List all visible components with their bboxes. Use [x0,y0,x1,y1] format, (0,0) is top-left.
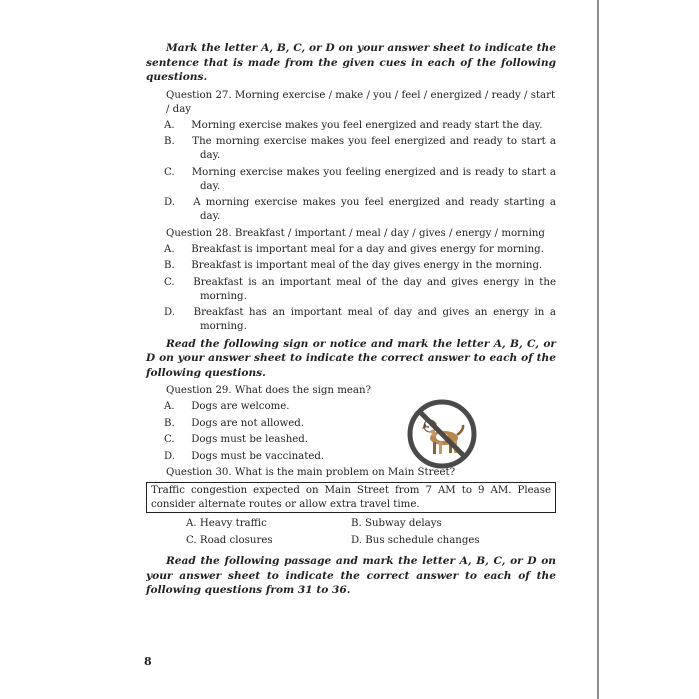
option-text: The morning exercise makes you feel energized and ready to start a day. [192,136,557,161]
option-text: Bus schedule changes [365,535,480,546]
no-dogs-icon [406,398,478,470]
option-letter: A. [164,401,175,412]
option-text: Breakfast is important meal of the day gives energy in the morning. [191,260,543,271]
option-text: Morning exercise makes you feel energized and ready start the day. [191,119,543,131]
option-letter: C. [164,276,175,288]
option-letter: D. [164,450,176,462]
option-text: Subway delays [364,518,442,529]
option-text: Dogs must be leashed. [191,434,309,445]
question-30-option-c [186,534,351,548]
option-letter: D. [164,197,176,208]
option-text: Road closures [199,535,273,546]
question-27-option-a [164,119,556,133]
question-28-option-c [164,276,556,304]
option-letter: D. [351,535,363,546]
option-letter: B. [351,518,362,529]
question-27-option-c [164,166,556,194]
question-28 [146,227,556,335]
option-text: Breakfast has an important meal of day and gives an energy in a morning. [193,307,556,332]
question-29-option-c [164,433,556,447]
question-30-option-d [351,534,516,548]
question-30-stem: Question 30. What is the main problem on Main Street? [166,467,456,478]
question-27-option-b [164,135,557,163]
option-letter: B. [164,417,175,429]
option-text: Heavy traffic [199,518,267,529]
question-29-option-d [164,450,556,464]
option-text: Breakfast is an important meal of the day and gives energy in the morning. [193,276,556,302]
option-text: Dogs are welcome. [191,401,290,412]
question-29-option-b [164,417,556,431]
option-text: Morning exercise makes you feeling energized and is ready to start a day. [191,166,556,192]
question-30-option-b [351,517,516,531]
question-30-option-a [186,517,351,531]
section2-instruction: Read the following sign or notice and mark the letter A, B, C, or D on your answer sheet to indicate the correct answer to each of the following questions. [146,337,556,379]
option-letter: C. [186,535,197,546]
page-number: 8 [144,655,152,668]
question-27-stem: Question 27. Morning exercise / make / you / feel / energized / ready / start / day [166,89,556,115]
option-text: Breakfast is important meal for a day and gives energy for morning. [191,243,544,255]
traffic-notice: Traffic congestion expected on Main Street from 7 AM to 9 AM. Please consider alternate routes or allow extra travel time. [146,482,556,513]
option-letter: D. [164,307,176,318]
option-text: A morning exercise makes you feel energized and ready starting a day. [193,197,556,222]
question-30-options-row-2 [186,534,556,548]
section3-instruction: Read the following passage and mark the letter A, B, C, or D on your answer sheet to indicate the correct answer to each of the following questions from 31 to 36. [146,555,556,596]
option-letter: A. [186,518,197,529]
question-29-option-a [164,400,556,414]
question-30-options-row-1 [186,517,556,531]
question-28-option-a [164,243,556,257]
option-text: Dogs are not allowed. [191,417,305,429]
question-30 [146,466,556,548]
option-letter: B. [164,136,175,147]
worksheet-page [146,41,556,602]
option-letter: A. [164,119,175,131]
question-28-stem: Question 28. Breakfast / important / meal / day / gives / energy / morning [166,227,545,239]
section1-instruction: Mark the letter A, B, C, or D on your answer sheet to indicate the sentence that is made from the given cues in each of the following questions. [146,42,556,83]
question-28-option-b [164,259,556,273]
question-27 [146,89,556,225]
page-edge-divider [597,0,599,699]
question-29-stem: Question 29. What does the sign mean? [166,385,371,396]
question-27-option-d [164,196,556,224]
option-letter: A. [164,243,175,255]
question-28-option-d [164,306,556,334]
option-letter: C. [164,166,175,178]
question-29 [146,384,556,464]
option-letter: B. [164,260,175,271]
option-text: Dogs must be vaccinated. [191,450,325,462]
option-letter: C. [164,434,175,445]
